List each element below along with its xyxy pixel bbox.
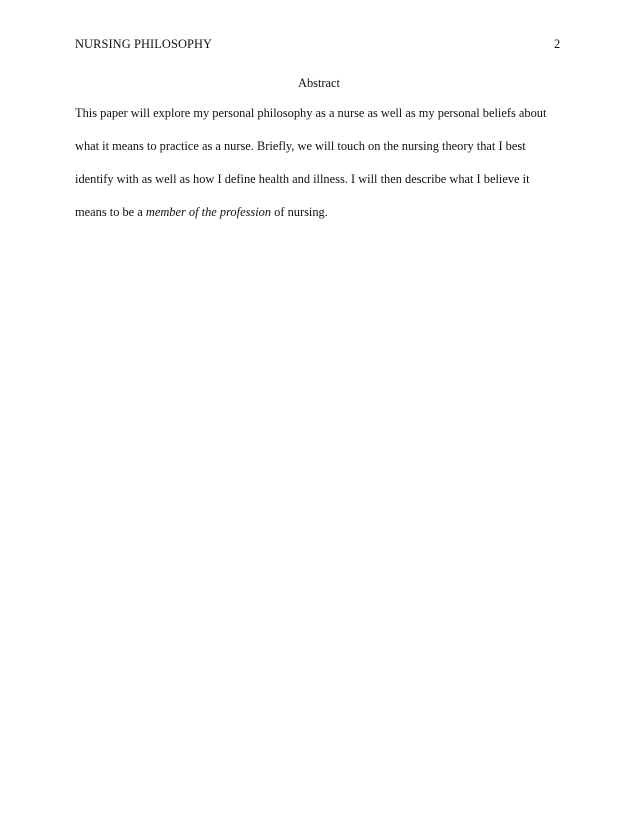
abstract-line-4-end: of nursing. — [271, 205, 328, 219]
abstract-line-3: identify with as well as how I define health and illness. I will then describe what I believe it — [75, 172, 530, 186]
abstract-heading: Abstract — [298, 76, 340, 90]
abstract-line-4 — [75, 202, 575, 235]
abstract-line-2: what it means to practice as a nurse. Briefly, we will touch on the nursing theory that I best — [75, 139, 526, 153]
abstract-line-1: This paper will explore my personal philosophy as a nurse as well as my personal beliefs about — [75, 106, 547, 120]
page-number: 2 — [554, 37, 561, 51]
italic-emphasis: member of the profession — [145, 205, 272, 219]
abstract-body — [75, 103, 575, 235]
running-head: NURSING PHILOSOPHY — [75, 37, 213, 51]
abstract-line-4-start: means to be a — [75, 205, 146, 219]
